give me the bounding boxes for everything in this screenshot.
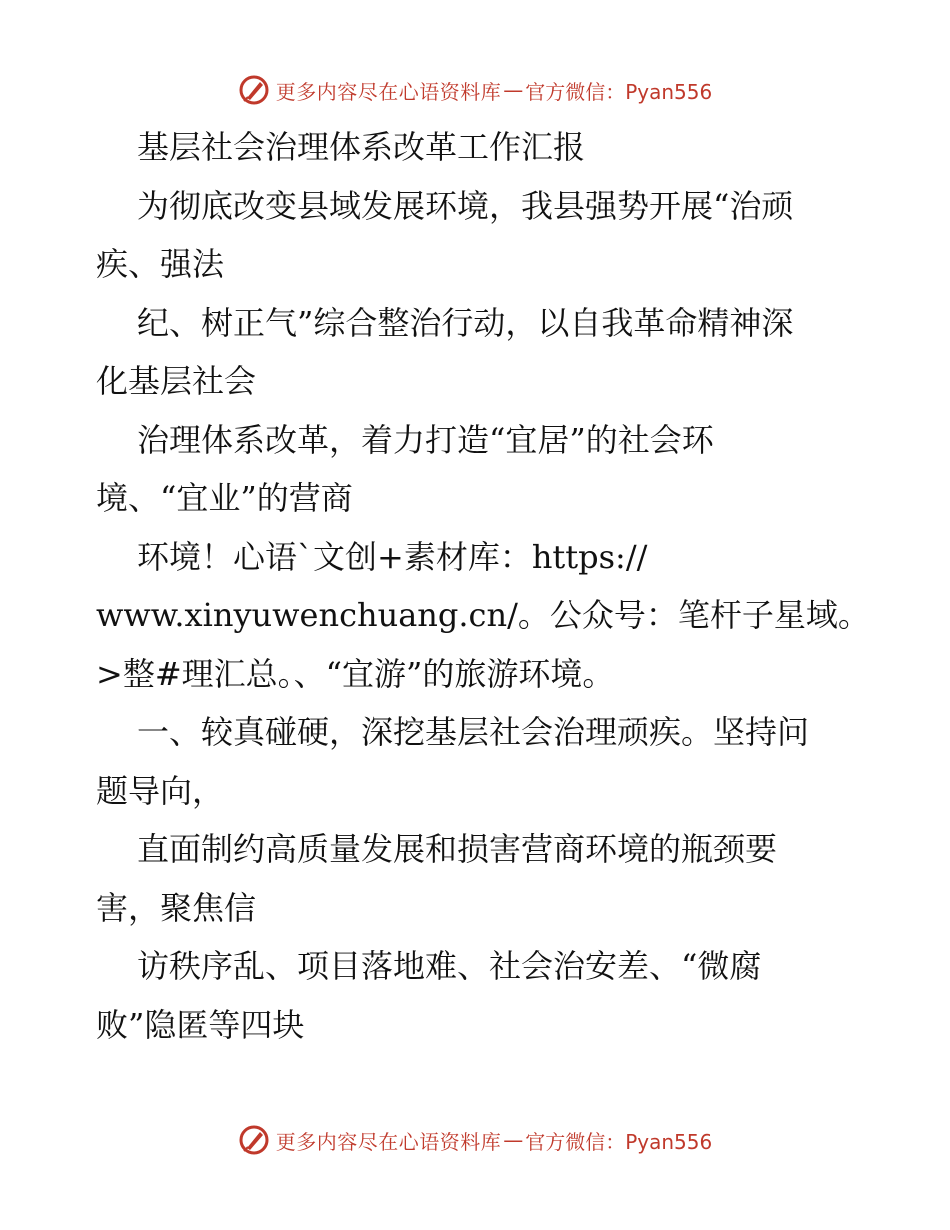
- quill-logo-icon: [238, 1124, 270, 1156]
- paragraph-line: 访秩序乱、项目落地难、社会治安差、“微腐: [137, 947, 762, 985]
- banner-dash: —: [503, 1128, 524, 1152]
- paragraph-line: >整#理汇总。、“宜游”的旅游环境。: [96, 654, 615, 693]
- footer-watermark-banner: [0, 1120, 950, 1160]
- paragraph-line: 题导向，: [96, 771, 225, 810]
- quill-logo-icon: [238, 74, 270, 106]
- paragraph-line: 纪、树正气”综合整治行动，以自我革命精神深: [137, 303, 794, 342]
- document-title: 基层社会治理体系改革工作汇报: [137, 128, 586, 166]
- paragraph-line: 直面制约高质量发展和损害营商环境的瓶颈要: [137, 830, 778, 868]
- header-watermark-banner: [0, 70, 950, 110]
- paragraph-line: 环境！心语`文创+素材库：https://: [137, 537, 648, 576]
- paragraph-line: www.xinyuwenchuang.cn/。公众号：笔杆子星域。: [96, 596, 870, 634]
- paragraph-line: 化基层社会: [96, 362, 257, 400]
- banner-wechat: 官方微信：Pyan556: [525, 1129, 713, 1154]
- paragraph-line: 败”隐匿等四块: [96, 1005, 305, 1044]
- paragraph-line: 为彻底改变县域发展环境，我县强势开展“治顽: [137, 186, 794, 225]
- document-body: [96, 118, 870, 1054]
- paragraph-line: 一、较真碰硬，深挖基层社会治理顽疾。坚持问: [137, 713, 810, 751]
- banner-text: 更多内容尽在心语资料库: [275, 1129, 502, 1154]
- banner-dash: —: [503, 78, 524, 102]
- paragraph-line: 疾、强法: [96, 245, 225, 283]
- paragraph-line: 治理体系改革，着力打造“宜居”的社会环: [137, 420, 714, 459]
- banner-wechat: 官方微信：Pyan556: [525, 79, 713, 104]
- banner-text: 更多内容尽在心语资料库: [275, 79, 502, 104]
- paragraph-line: 害，聚焦信: [96, 888, 257, 927]
- paragraph-line: 境、“宜业”的营商: [96, 479, 353, 517]
